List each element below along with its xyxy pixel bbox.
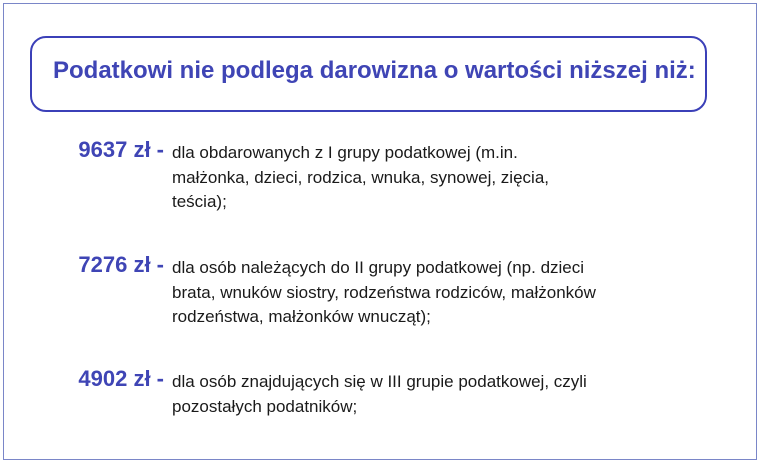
amount-label: 9637 zł - xyxy=(78,137,164,162)
amount-label: 4902 zł - xyxy=(78,366,164,391)
entry-description: dla obdarowanych z I grupy podatkowej (m.in. małżonka, dzieci, rodzica, wnuka, synowej, zięcia, teścia); xyxy=(172,143,549,211)
amount-label: 7276 zł - xyxy=(78,252,164,277)
entry-description: dla osób znajdujących się w III grupie podatkowej, czyli pozostałych podatników; xyxy=(172,372,587,416)
heading-text: Podatkowi nie podlega darowizna o wartości niższej niż: xyxy=(53,57,696,84)
entry-description: dla osób należących do II grupy podatkowej (np. dzieci brata, wnuków siostry, rodzeństwa rodziców, małżonków rodzeństwa, małżonków wnucząt); xyxy=(172,258,596,326)
